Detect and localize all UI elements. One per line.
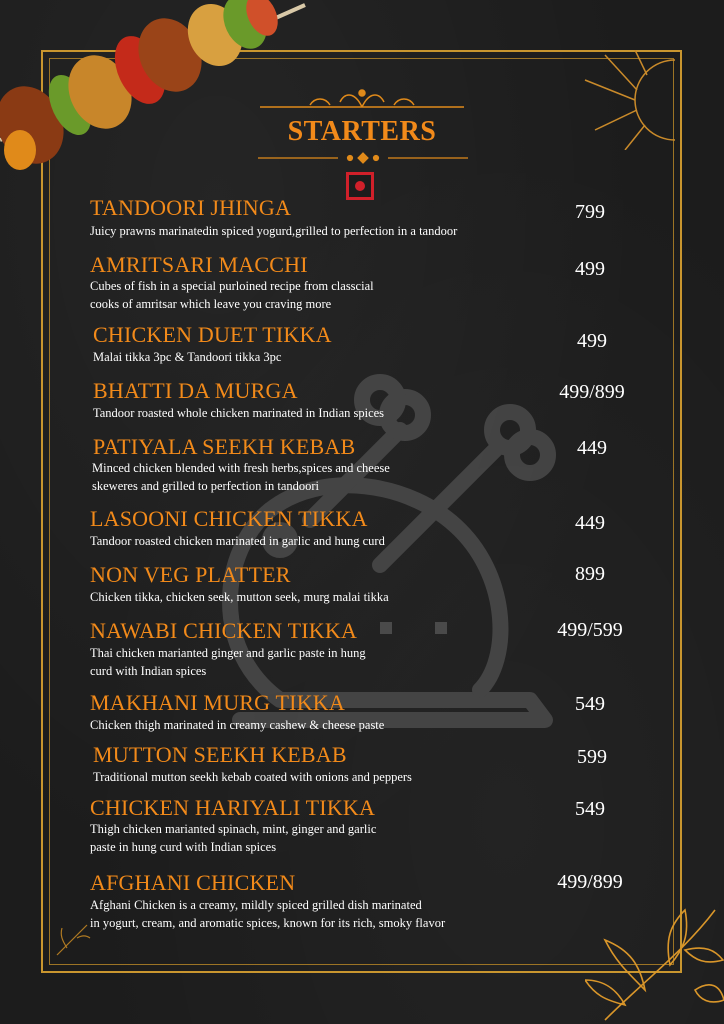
item-name: AMRITSARI MACCHI	[90, 252, 308, 277]
item-price: 799	[575, 201, 605, 223]
item-name: TANDOORI JHINGA	[90, 195, 292, 220]
item-description: Chicken thigh marinated in creamy cashew & cheese paste	[90, 718, 385, 732]
item-price: 499/899	[559, 381, 625, 403]
item-price: 499	[575, 258, 605, 280]
item-name: CHICKEN HARIYALI TIKKA	[90, 795, 376, 820]
item-description: Afghani Chicken is a creamy, mildly spiced grilled dish marinated in yogurt, cream, and aromatic spices, known for its rich, smoky flavor	[90, 898, 446, 930]
item-description: Chicken tikka, chicken seek, mutton seek, murg malai tikka	[90, 590, 389, 604]
item-name: NAWABI CHICKEN TIKKA	[90, 618, 358, 643]
leaf-ornament-icon	[52, 920, 92, 960]
item-price: 899	[575, 563, 605, 585]
item-description: Minced chicken blended with fresh herbs,spices and cheese skeweres and grilled to perfection in tandoori	[92, 461, 390, 493]
item-name: AFGHANI CHICKEN	[90, 870, 296, 895]
leaf-branch-icon	[585, 900, 724, 1024]
item-description: Tandoor roasted whole chicken marinated in Indian spices	[93, 406, 385, 420]
item-price: 549	[575, 693, 605, 715]
item-description: Thigh chicken marianted spinach, mint, ginger and garlic paste in hung curd with Indian spices	[90, 822, 377, 854]
item-price: 599	[577, 746, 607, 768]
item-name: MUTTON SEEKH KEBAB	[93, 742, 347, 767]
item-description: Cubes of fish in a special purloined recipe from classcial cooks of amritsar which leave you craving more	[90, 279, 374, 311]
item-name: MAKHANI MURG TIKKA	[90, 690, 345, 715]
item-price: 449	[575, 512, 605, 534]
item-name: CHICKEN DUET TIKKA	[93, 322, 332, 347]
item-name: LASOONI CHICKEN TIKKA	[90, 506, 368, 531]
item-price: 499	[577, 330, 607, 352]
menu-title: STARTERS	[287, 116, 437, 147]
item-description: Tandoor roasted chicken marinated in garlic and hung curd	[90, 534, 385, 548]
item-name: PATIYALA SEEKH KEBAB	[93, 434, 356, 459]
header-divider-icon	[258, 152, 468, 164]
item-price: 499/599	[557, 619, 623, 641]
item-price: 449	[577, 437, 607, 459]
item-price: 499/899	[557, 871, 623, 893]
item-description: Traditional mutton seekh kebab coated with onions and peppers	[93, 770, 412, 784]
item-description: Juicy prawns marinatedin spiced yogurd,grilled to perfection in a tandoor	[90, 224, 458, 238]
item-description: Thai chicken marianted ginger and garlic paste in hung curd with Indian spices	[90, 646, 366, 678]
non-veg-symbol-icon	[346, 172, 374, 200]
header-ornament-icon	[260, 87, 464, 113]
item-name: NON VEG PLATTER	[90, 562, 291, 587]
item-price: 549	[575, 798, 605, 820]
item-description: Malai tikka 3pc & Tandoori tikka 3pc	[93, 350, 282, 364]
item-name: BHATTI DA MURGA	[93, 378, 298, 403]
